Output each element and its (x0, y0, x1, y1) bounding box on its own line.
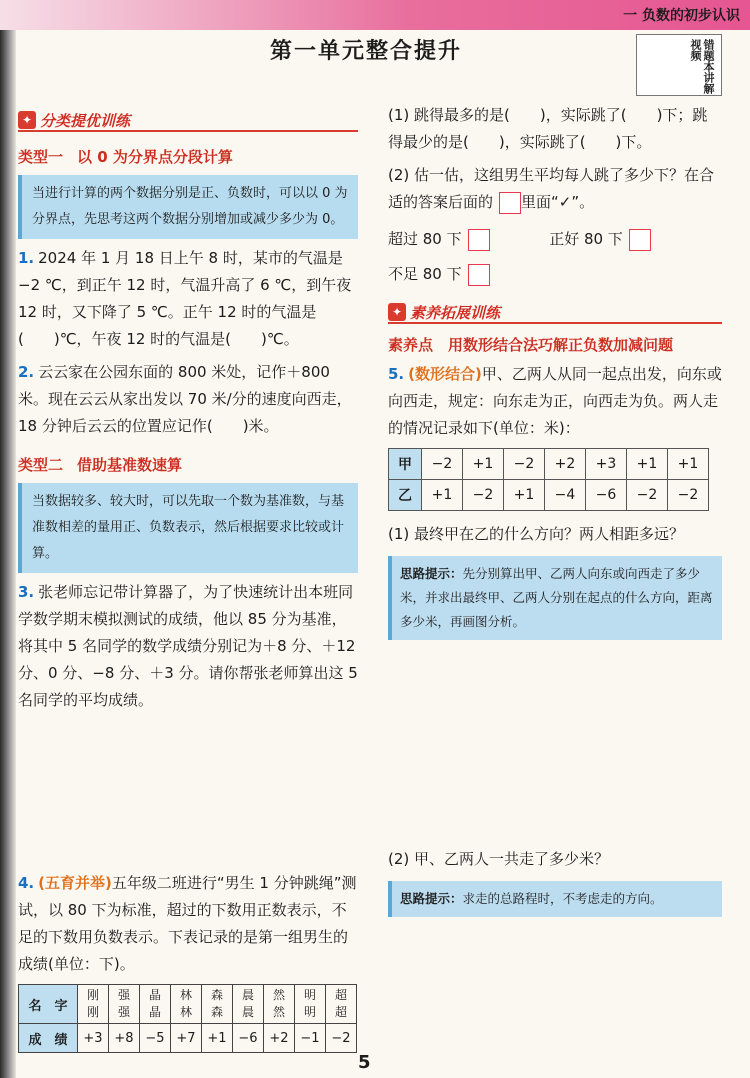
walk-cell: +1 (463, 449, 504, 480)
walk-cell: −2 (463, 480, 504, 511)
problem-3: 3. 张老师忘记带计算器了，为了快速统计出本班同学数学期末模拟测试的成绩，他以 85 分为基准，将其中 5 名同学的数学成绩分别记为＋8 分、＋12 分、0 分、−8 分、＋3 分。请你帮张老师算出这 5 名同学的平均成绩。 (18, 583, 358, 709)
walk-cell: +1 (668, 449, 709, 480)
section-label: 分类提优训练 (40, 111, 131, 130)
name-cell: 晶晶 (140, 985, 171, 1024)
type-two-title: 类型二 借助基准数速算 (18, 456, 183, 474)
name-cell: 森森 (202, 985, 233, 1024)
runner-icon: ✦ (388, 303, 406, 321)
walk-cell: −4 (545, 480, 586, 511)
name-cell: 刚刚 (78, 985, 109, 1024)
walk-cell: −2 (627, 480, 668, 511)
checkbox-equal-80[interactable] (629, 229, 651, 251)
score-cell: −5 (140, 1024, 171, 1053)
table-row-names (19, 985, 357, 1024)
option-under-80: 不足 80 下 (388, 265, 462, 283)
score-cell: +3 (78, 1024, 109, 1053)
jump-rope-table (18, 984, 357, 1053)
walk-cell: +2 (545, 449, 586, 480)
question-4-part-1: (1) 跳得最多的是( )，实际跳了( )下；跳得最少的是( )，实际跳了( )下。 (388, 106, 708, 151)
walk-cell: −2 (504, 449, 545, 480)
page-title: 第一单元整合提升 (270, 39, 463, 64)
option-equal-80: 正好 80 下 (549, 230, 623, 248)
score-cell: −6 (233, 1024, 264, 1053)
checkbox-sample (499, 192, 521, 214)
checkbox-under-80[interactable] (468, 264, 490, 286)
hint-box-one: 思路提示：先分别算出甲、乙两人向东或向西走了多少米，并求出最终甲、乙两人分别在起点的什么方向，距离多少米，再画图分析。 (388, 556, 722, 640)
name-cell: 强强 (109, 985, 140, 1024)
score-cell: +7 (171, 1024, 202, 1053)
side-box-label: 错题本讲解视频 (689, 39, 715, 94)
table-row-jia (389, 449, 709, 480)
type-one-title: 类型一 以 0 为分界点分段计算 (18, 148, 233, 166)
score-header: 成 绩 (19, 1024, 78, 1053)
section-label: 素养拓展训练 (410, 303, 501, 322)
section-banner-classified (18, 108, 358, 132)
literacy-subtitle: 素养点 用数形结合法巧解正负数加减问题 (388, 336, 674, 354)
estimate-option-under (388, 261, 722, 288)
walk-cell: +1 (627, 449, 668, 480)
score-cell: −1 (295, 1024, 326, 1053)
chapter-tag: 一 负数的初步认识 (623, 8, 740, 24)
walk-cell: −6 (586, 480, 627, 511)
yi-header: 乙 (389, 480, 422, 511)
score-cell: −2 (326, 1024, 357, 1053)
problem-2: 2. 云云家在公园东面的 800 米处，记作＋800 米。现在云云从家出发以 70 米/分的速度向西走，18 分钟后云云的位置应记作( )米。 (18, 363, 352, 435)
right-column (388, 108, 722, 917)
walk-cell: +1 (422, 480, 463, 511)
estimate-options (388, 226, 722, 253)
name-cell: 明明 (295, 985, 326, 1024)
score-cell: +2 (264, 1024, 295, 1053)
table-row-yi (389, 480, 709, 511)
score-cell: +8 (109, 1024, 140, 1053)
walk-record-table (388, 448, 709, 511)
question-5-part-2: (2) 甲、乙两人一共走了多少米？ (388, 850, 610, 868)
section-banner-literacy (388, 300, 722, 324)
problem-1: 1. 2024 年 1 月 18 日上午 8 时，某市的气温是 −2 ℃，到正午 12 时，气温升高了 6 ℃，到午夜 12 时，又下降了 5 ℃。正午 12 时的气温是( )℃，午夜 12 时的气温是( )℃。 (18, 249, 352, 348)
tip-box-one: 当进行计算的两个数据分别是正、负数时，可以以 0 为分界点，先思考这两个数据分别增加或减少多少为 0。 (18, 175, 358, 239)
top-header-band (0, 0, 750, 30)
walk-cell: +1 (504, 480, 545, 511)
score-cell: +1 (202, 1024, 233, 1053)
tip-box-two: 当数据较多、较大时，可以先取一个数为基准数，与基准数相差的量用正、负数表示，然后根据要求比较或计算。 (18, 483, 358, 573)
error-book-video-box[interactable] (636, 34, 722, 96)
page-binding-edge (0, 0, 16, 1078)
walk-cell: −2 (422, 449, 463, 480)
name-cell: 林林 (171, 985, 202, 1024)
option-over-80: 超过 80 下 (388, 230, 462, 248)
question-4-part-2: (2) 估一估，这组男生平均每人跳了多少下？在合适的答案后面的 里面“✓”。 (388, 162, 722, 216)
hint-box-two: 思路提示：求走的总路程时，不考虑走的方向。 (388, 881, 722, 917)
checkbox-over-80[interactable] (468, 229, 490, 251)
name-cell: 晨晨 (233, 985, 264, 1024)
name-cell: 然然 (264, 985, 295, 1024)
question-5-part-1: (1) 最终甲在乙的什么方向？两人相距多远？ (388, 525, 685, 543)
page-number: 5 (358, 1052, 371, 1073)
flame-icon: ✦ (18, 111, 36, 129)
problem-4: 4. (五育并举)五年级二班进行“男生 1 分钟跳绳”测试，以 80 下为标准，超过的下数用正数表示，不足的下数用负数表示。下表记录的是第一组男生的成绩(单位：下)。 (18, 874, 357, 973)
name-header: 名 字 (19, 985, 78, 1024)
walk-cell: −2 (668, 480, 709, 511)
left-column (18, 108, 358, 1053)
jia-header: 甲 (389, 449, 422, 480)
table-row-scores (19, 1024, 357, 1053)
walk-cell: +3 (586, 449, 627, 480)
problem-5: 5. (数形结合)甲、乙两人从同一起点出发，向东或向西走，规定：向东走为正，向西走为负。两人走的情况记录如下(单位：米)： (388, 365, 722, 437)
name-cell: 超超 (326, 985, 357, 1024)
